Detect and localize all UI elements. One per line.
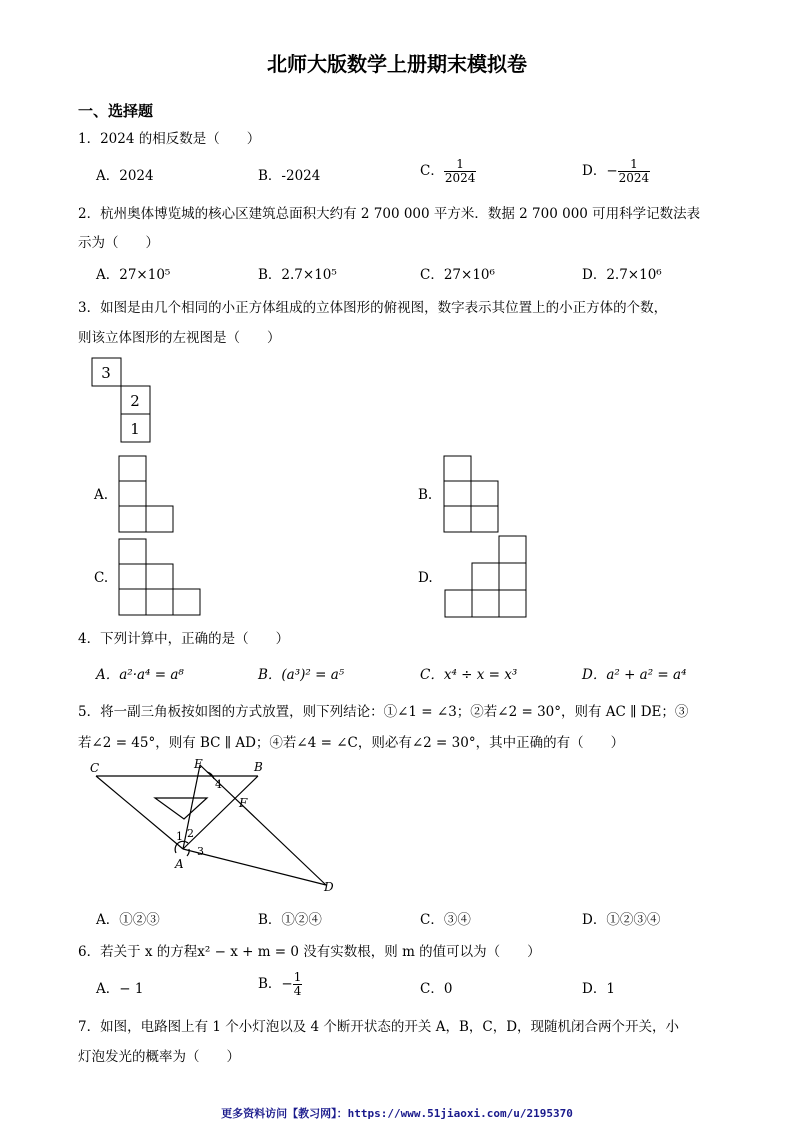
q2-option-c: C．27×10⁶: [420, 267, 495, 283]
question-5-line-1: 5．将一副三角板按如图的方式放置，则下列结论：①∠1 = ∠3；②若∠2 = 30°，则有 AC ∥ DE；③: [78, 704, 689, 720]
triangle-figure: [88, 755, 348, 900]
q3-option-c-figure: [118, 538, 202, 618]
q1-option-c: C． $\frac{1}{2024}$: [420, 157, 476, 185]
point-e-label: E: [194, 757, 203, 771]
q2-option-a: A．27×10⁵: [96, 267, 171, 283]
question-3-line-2: 则该立体图形的左视图是（ ）: [78, 330, 281, 346]
point-c-label: C: [90, 761, 100, 775]
q3-option-b-label: B.: [418, 487, 433, 503]
q3-option-b-figure: [443, 455, 501, 535]
q6-option-c: C．0: [420, 981, 453, 997]
point-a-label: A: [175, 857, 184, 871]
question-4-stem: 4．下列计算中，正确的是（ ）: [78, 631, 290, 647]
point-b-label: B: [254, 760, 263, 774]
page-title: 北师大版数学上册期末模拟卷: [267, 52, 527, 76]
angle-3-label: 3: [197, 845, 204, 858]
angle-2-label: 2: [187, 827, 194, 840]
q4-option-c: C．x⁴ ÷ x = x³: [420, 667, 518, 683]
point-d-label: D: [324, 880, 334, 894]
q1-option-a: A．2024: [96, 168, 154, 184]
question-3-line-1: 3．如图是由几个相同的小正方体组成的立体图形的俯视图，数字表示其位置上的小正方体的个数，: [78, 300, 668, 316]
q1-option-b: B．-2024: [258, 168, 321, 184]
grid-number-2: 2: [130, 392, 140, 410]
top-view-grid: [90, 356, 160, 446]
q5-option-a: A．①②③: [96, 912, 160, 928]
q5-option-c: C．③④: [420, 912, 471, 928]
q5-option-d: D．①②③④: [582, 912, 661, 928]
q6-option-b: B．− $\frac{1}{4}$: [258, 970, 302, 998]
footer-link[interactable]: 更多资料访问【教习网】：https://www.51jiaoxi.com/u/2195370: [221, 1107, 573, 1120]
q3-option-c-label: C.: [94, 570, 109, 586]
question-1-stem: 1．2024 的相反数是（ ）: [78, 131, 261, 147]
question-7-line-2: 灯泡发光的概率为（ ）: [78, 1049, 240, 1065]
question-7-line-1: 7．如图，电路图上有 1 个小灯泡以及 4 个断开状态的开关 A，B，C，D，现随机闭合两个开关，小: [78, 1019, 680, 1035]
q6-option-a: A．− 1: [96, 981, 144, 997]
q4-option-d: D．a² + a² = a⁴: [582, 667, 687, 683]
question-2-line-2: 示为（ ）: [78, 235, 159, 251]
point-f-label: F: [239, 796, 248, 810]
q4-option-a: A．a²·a⁴ = a⁸: [96, 667, 184, 683]
angle-1-label: 1: [176, 830, 183, 843]
question-5-line-2: 若∠2 = 45°，则有 BC ∥ AD；④若∠4 = ∠C，则必有∠2 = 30°，其中正确的有（ ）: [78, 735, 625, 751]
section-heading: 一、选择题: [78, 102, 154, 120]
angle-4-label: 4: [215, 778, 222, 791]
q3-option-a-label: A.: [94, 487, 109, 503]
q2-option-d: D．2.7×10⁶: [582, 267, 662, 283]
q3-option-a-figure: [118, 455, 176, 535]
q4-option-b: B．(a³)² = a⁵: [258, 667, 345, 683]
q3-option-d-figure: [443, 535, 529, 619]
grid-number-1: 1: [130, 420, 140, 438]
question-6-stem: 6．若关于 x 的方程x² − x + m = 0 没有实数根，则 m 的值可以为（ ）: [78, 944, 541, 960]
q6-option-d: D．1: [582, 981, 615, 997]
q2-option-b: B．2.7×10⁵: [258, 267, 337, 283]
q3-option-d-label: D.: [418, 570, 433, 586]
q1-option-d: D．− $\frac{1}{2024}$: [582, 157, 650, 185]
question-2-line-1: 2．杭州奥体博览城的核心区建筑总面积大约有 2 700 000 平方米．数据 2 700 000 可用科学记数法表: [78, 206, 701, 222]
q5-option-b: B．①②④: [258, 912, 322, 928]
grid-number-3: 3: [101, 364, 111, 382]
